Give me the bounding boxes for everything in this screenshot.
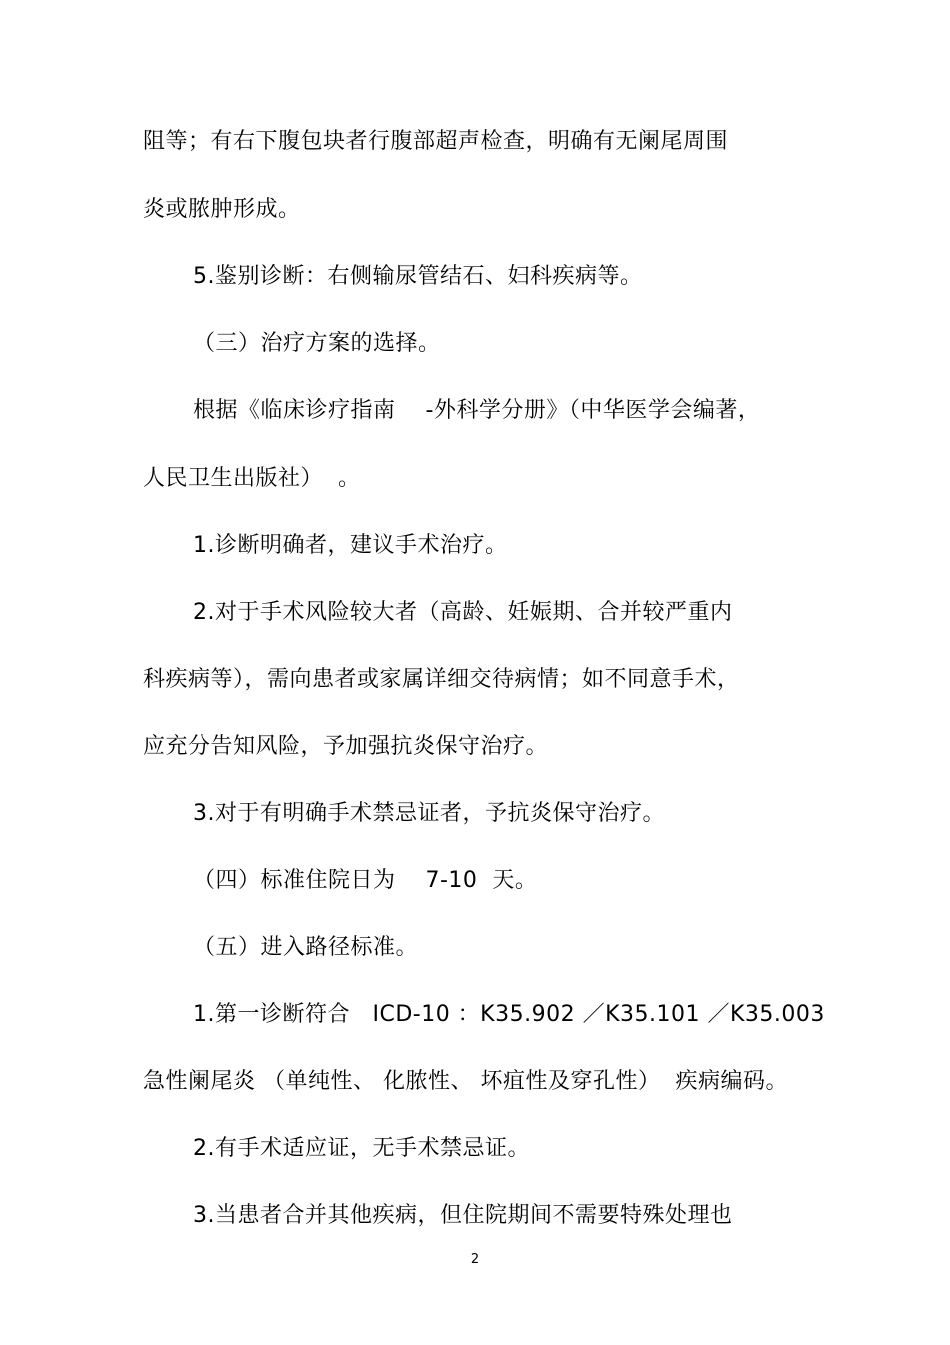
text-line: 人民卫生出版社） 。 [143,466,361,491]
text-line: 1.第一诊断符合 ICD-10 ：K35.902 ／K35.101 ／K35.003 [193,1002,825,1027]
text-line: 5.鉴别诊断：右侧输尿管结石、妇科疾病等。 [193,264,643,289]
section-heading: （四）标准住院日为 7-10 天。 [193,868,538,893]
text-line: 应充分告知风险，予加强抗炎保守治疗。 [143,734,549,759]
text-line: 科疾病等），需向患者或家属详细交待病情；如不同意手术， [143,667,740,692]
text-line: 1.诊断明确者，建议手术治疗。 [193,533,508,558]
section-heading: （五）进入路径标准。 [193,935,419,960]
text-line: 3.当患者合并其他疾病，但住院期间不需要特殊处理也 [193,1203,733,1228]
text-line: 炎或脓肿形成。 [143,197,301,222]
text-line: 阻等；有右下腹包块者行腹部超声检查，明确有无阑尾周围 [143,129,729,154]
text-line: 2.对于手术风险较大者（高龄、妊娠期、合并较严重内 [193,600,733,625]
section-heading: （三）治疗方案的选择。 [193,331,441,356]
text-line: 2.有手术适应证，无手术禁忌证。 [193,1136,530,1161]
text-line: 3.对于有明确手术禁忌证者，予抗炎保守治疗。 [193,801,665,826]
text-line: 根据《临床诊疗指南 -外科学分册》（中华医学会编著， [193,398,761,423]
text-line: 急性阑尾炎 （单纯性、 化脓性、 坏疽性及穿孔性） 疾病编码。 [143,1069,788,1094]
page-number: 2 [470,1252,480,1267]
